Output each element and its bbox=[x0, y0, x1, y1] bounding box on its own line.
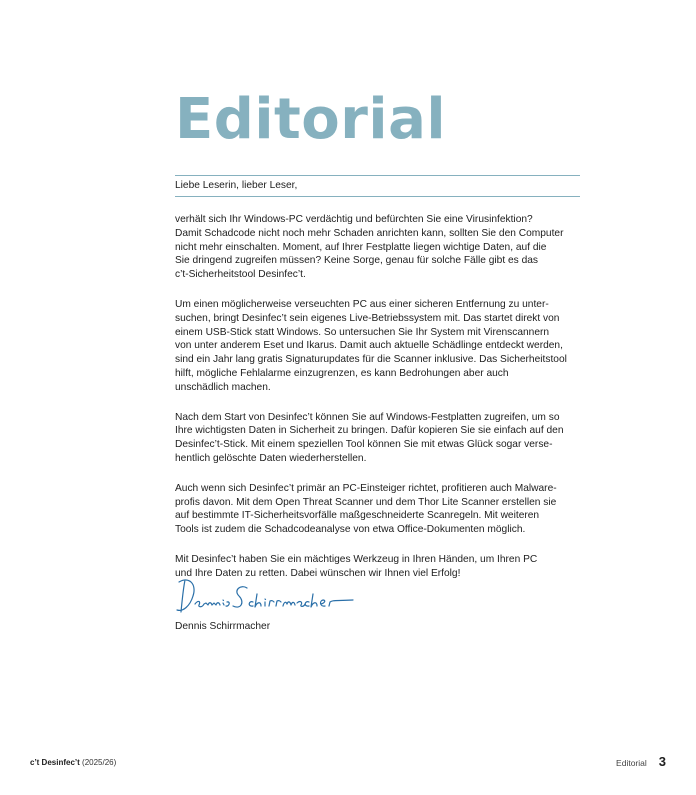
body-line: hilft, mögliche Fehlalarme einzugrenzen, es kann Bedrohungen aber auch bbox=[175, 367, 509, 379]
body-line: nicht mehr einschalten. Moment, auf Ihrer Festplatte liegen wichtige Daten, auf die bbox=[175, 241, 547, 253]
body-line: und Ihre Daten zu retten. Dabei wünschen wir Ihnen viel Erfolg! bbox=[175, 567, 461, 579]
body-line: auf bestimmte IT-Sicherheitsvorfälle maßgeschneiderte Scanregeln. Mit weiteren bbox=[175, 510, 540, 522]
body-line: einem USB-Stick statt Windows. So untersuchen Sie Ihr System mit Virenscannern bbox=[175, 326, 550, 338]
body-line: suchen, bringt Desinfec’t sein eigenes Live-Betriebssystem mit. Das startet direkt von bbox=[175, 312, 560, 324]
signature-scribble-icon bbox=[173, 574, 363, 618]
body-paragraph bbox=[175, 213, 585, 282]
body-paragraph bbox=[175, 482, 585, 537]
body-line: hentlich gelöschte Daten wiederherstellen. bbox=[175, 452, 367, 464]
page-title: Editorial bbox=[175, 87, 447, 152]
body-line: sind ein Jahr lang gratis Signaturupdates für die Scanner inklusive. Das Sicherheitstool bbox=[175, 354, 567, 366]
body-paragraph bbox=[175, 298, 585, 395]
author-name: Dennis Schirrmacher bbox=[175, 621, 271, 632]
page-number: 3 bbox=[658, 754, 666, 769]
body-line: profis davon. Mit dem Open Threat Scanner und dem Thor Lite Scanner erstellen sie bbox=[175, 496, 557, 508]
divider-bottom bbox=[175, 196, 580, 197]
body-line: Ihre wichtigsten Daten in Sicherheit zu bringen. Dafür kopieren Sie sie einfach auf den bbox=[175, 425, 564, 437]
body-line: von unter anderem Eset und Ikarus. Damit auch aktuelle Schädlinge entdeckt werden, bbox=[175, 340, 563, 352]
body-line: c’t-Sicherheitstool Desinfec’t. bbox=[175, 269, 306, 281]
body-line: unschädlich machen. bbox=[175, 381, 271, 393]
body-line: Nach dem Start von Desinfec’t können Sie auf Windows-Festplatten zugreifen, um so bbox=[175, 411, 560, 423]
signature bbox=[173, 574, 363, 618]
body-line: Sie dringend zugreifen müssen? Keine Sorge, genau für solche Fälle gibt es das bbox=[175, 255, 539, 267]
body-paragraph bbox=[175, 411, 585, 466]
footer-issue: (2025/26) bbox=[82, 758, 117, 767]
body-line: Damit Schadcode nicht noch mehr Schaden anrichten kann, sollten Sie den Computer bbox=[175, 227, 564, 239]
footer-section: Editorial bbox=[616, 758, 647, 768]
salutation: Liebe Leserin, lieber Leser, bbox=[175, 180, 298, 191]
footer-publication bbox=[30, 758, 116, 767]
body-line: Desinfec’t-Stick. Mit einem speziellen Tool können Sie mit etwas Glück sogar verse- bbox=[175, 439, 553, 451]
body-line: Mit Desinfec’t haben Sie ein mächtiges Werkzeug in Ihren Händen, um Ihren PC bbox=[175, 553, 538, 565]
editorial-body bbox=[175, 213, 585, 597]
body-line: Auch wenn sich Desinfec’t primär an PC-Einsteiger richtet, profitieren auch Malware- bbox=[175, 482, 557, 494]
body-line: verhält sich Ihr Windows-PC verdächtig und befürchten Sie eine Virusinfektion? bbox=[175, 214, 533, 225]
divider-top bbox=[175, 175, 580, 176]
footer-page-info bbox=[616, 754, 666, 769]
footer-brand: c’t Desinfec’t bbox=[30, 758, 80, 767]
body-line: Tools ist zudem die Schadcodeanalyse von etwa Office-Dokumenten möglich. bbox=[175, 524, 526, 536]
body-line: Um einen möglicherweise verseuchten PC aus einer sicheren Entfernung zu unter- bbox=[175, 298, 549, 310]
